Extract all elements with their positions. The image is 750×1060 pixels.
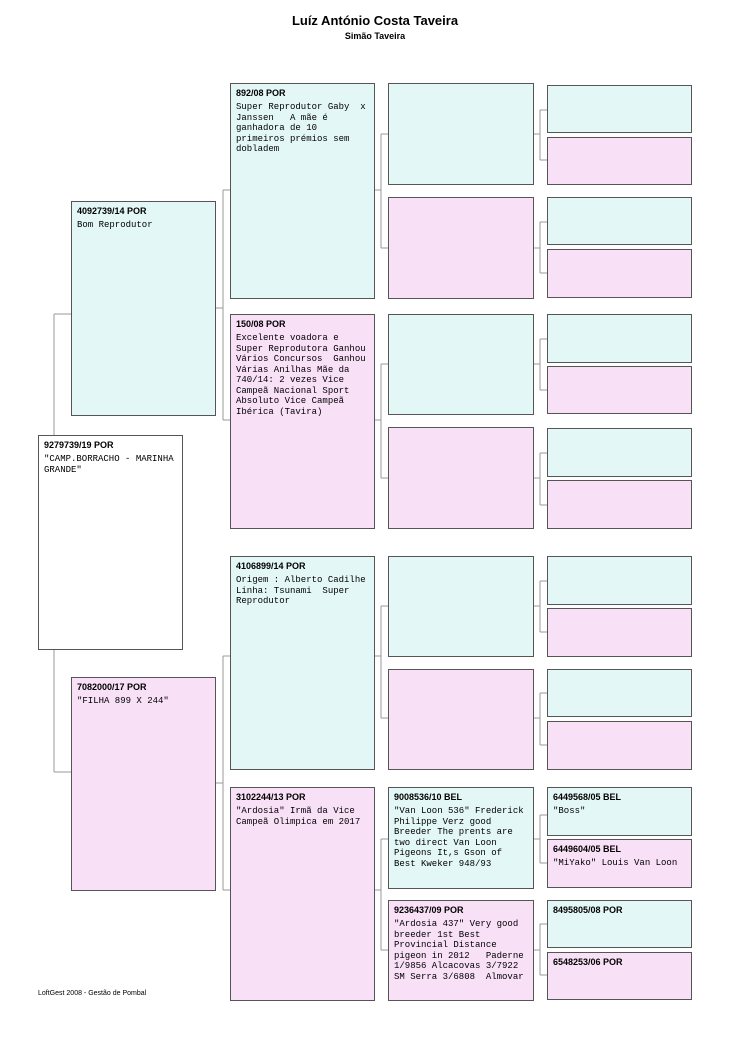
ring-number: 6548253/06 POR: [553, 957, 623, 967]
ring-number: 7082000/17 POR: [77, 682, 147, 692]
pigeon-note: Bom Reprodutor: [77, 220, 153, 230]
pigeon-note: Super Reprodutor Gaby x Janssen A mãe é ganhadora de 10 primeiros prémios sem dobladem: [236, 102, 372, 154]
pigeon-card-empty[interactable]: [547, 428, 692, 477]
pigeon-card-empty[interactable]: [547, 721, 692, 770]
ring-number: 9279739/19 POR: [44, 440, 114, 450]
pigeon-card-empty[interactable]: [547, 314, 692, 363]
pigeon-card-empty[interactable]: [547, 556, 692, 605]
ring-number: 8495805/08 POR: [553, 905, 623, 915]
ring-number: 9236437/09 POR: [394, 905, 464, 915]
pigeon-note: Excelente voadora e Super Reprodutora Ganhou Vários Concursos Ganhou Várias Anilhas Mãe da 740/14: 2 vezes Vice Campeã Nacional Sport Absoluto Vice Campeã Ibérica (Tavira): [236, 333, 372, 417]
pigeon-card-empty[interactable]: [547, 197, 692, 245]
pigeon-card-empty[interactable]: [547, 366, 692, 414]
pigeon-card-dam-dam-dam[interactable]: [388, 900, 534, 1001]
pigeon-note: "MiYako" Louis Van Loon: [553, 858, 678, 868]
pigeon-note: "Van Loon 536" Frederick Philippe Verz good Breeder The prents are two direct Van Loon Pigeons It,s Gson of Best Kweker 948/93: [394, 806, 530, 869]
pigeon-card-sire[interactable]: [71, 201, 216, 416]
ring-number: 3102244/13 POR: [236, 792, 306, 802]
pigeon-card-subject[interactable]: [38, 435, 183, 650]
pigeon-card-empty[interactable]: [388, 427, 534, 529]
pigeon-note: "FILHA 899 X 244": [77, 696, 169, 706]
pigeon-card-dam[interactable]: [71, 677, 216, 891]
ring-number: 150/08 POR: [236, 319, 286, 329]
pigeon-card-empty[interactable]: [388, 669, 534, 770]
pigeon-card-empty[interactable]: [388, 556, 534, 657]
pigeon-card-ddds[interactable]: [547, 900, 692, 948]
pigeon-card-empty[interactable]: [547, 608, 692, 657]
pigeon-card-empty[interactable]: [547, 85, 692, 133]
pigeon-note: Origem : Alberto Cadilhe Linha: Tsunami Super Reprodutor: [236, 575, 372, 606]
ring-number: 4092739/14 POR: [77, 206, 147, 216]
pigeon-card-dddd[interactable]: [547, 952, 692, 1000]
footer-credit: LoftGest 2008 - Gestão de Pombal: [38, 990, 147, 997]
pigeon-card-empty[interactable]: [547, 669, 692, 717]
pigeon-card-dam-dam[interactable]: [230, 787, 375, 1001]
pigeon-note: "Ardosia 437" Very good breeder 1st Best Provincial Distance pigeon in 2012 Paderne 1/9856 Alcacovas 3/7922 SM Serra 3/6808 Almovar: [394, 919, 530, 982]
pigeon-card-ddss[interactable]: [547, 787, 692, 836]
pigeon-card-empty[interactable]: [388, 83, 534, 185]
pigeon-card-sire-sire[interactable]: [230, 83, 375, 299]
ring-number: 9008536/10 BEL: [394, 792, 463, 802]
pigeon-card-empty[interactable]: [388, 314, 534, 415]
pigeon-card-ddsd[interactable]: [547, 839, 692, 888]
pigeon-card-dam-sire[interactable]: [230, 556, 375, 770]
page-subtitle: Simão Taveira: [344, 31, 406, 41]
ring-number: 6449568/05 BEL: [553, 792, 622, 802]
ring-number: 6449604/05 BEL: [553, 844, 622, 854]
pigeon-card-empty[interactable]: [388, 197, 534, 299]
pigeon-note: "Boss": [553, 806, 586, 816]
pigeon-card-empty[interactable]: [547, 137, 692, 185]
ring-number: 892/08 POR: [236, 88, 286, 98]
pigeon-card-empty[interactable]: [547, 480, 692, 529]
pigeon-card-empty[interactable]: [547, 249, 692, 298]
ring-number: 4106899/14 POR: [236, 561, 306, 571]
pigeon-note: "CAMP.BORRACHO - MARINHA GRANDE": [44, 454, 180, 475]
pigeon-note: "Ardosia" Irmã da Vice Campeã Olimpica em 2017: [236, 806, 361, 827]
pigeon-card-dam-dam-sire[interactable]: [388, 787, 534, 889]
pigeon-card-sire-dam[interactable]: [230, 314, 375, 529]
page-title: Luíz António Costa Taveira: [291, 13, 459, 28]
